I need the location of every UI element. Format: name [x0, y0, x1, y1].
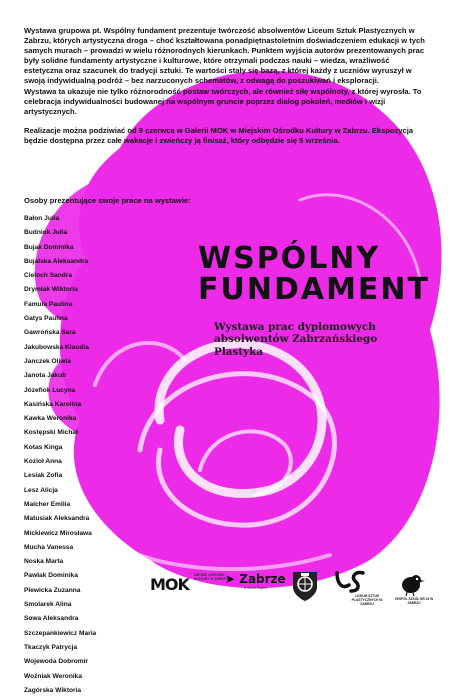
- artist-name: Jakubowska Klaudia: [24, 343, 89, 351]
- title-line-1: WSPÓLNY: [198, 241, 381, 276]
- intro-paragraph-1: Wystawa grupowa pt. Wspólny fundament prezentuje twórczość absolwentów Liceum Sztuk Plastycznych w Zabrzu, których artystyczna droga – choć kształtowana ponadpiętnastoletnim doświadczeniem edukacji w tych samych murach – prowadzi w wielu różnorodnych kierunkach. Punktem wyjścia autorów prezentowanych prac były solidne fundamenty artystyczne i kulturowe, które otrzymali podczas nauki – wiedza, wrażliwość estetyczna oraz szacunek do tradycji sztuki. Te wartości stały się bazą, z której każdy z uczniów wyruszył w swoją indywidualną podróż – bez narzuconych schematów, z odwagą do poszukiwań i eksploracji.: [24, 26, 425, 86]
- artist-name: Lesz Alicja: [24, 486, 58, 494]
- zabrze-logo-text: Zabrze: [239, 572, 286, 586]
- partner-logos: [150, 569, 440, 619]
- artist-name: Noska Marta: [24, 558, 64, 566]
- artist-name: Szczepankiewicz Maria: [24, 629, 97, 637]
- artist-name: Gatys Paulina: [24, 315, 68, 323]
- bird-school-caption: ZESPÓŁ SZKÓŁ NR 16 W ZABRZU: [394, 597, 434, 605]
- artist-name: Mickiewicz Mirosława: [24, 529, 92, 537]
- artist-name: Sowa Aleksandra: [24, 615, 79, 623]
- zabrze-logo: [225, 572, 286, 586]
- artist-name: Bujalska Aleksandra: [24, 257, 89, 265]
- artist-name: Malcher Emilia: [24, 500, 71, 508]
- artist-name: Józefiok Lucyna: [24, 386, 76, 394]
- artist-name: Gawrońska Sara: [24, 329, 76, 337]
- exhibition-title: [198, 243, 430, 305]
- mok-logo-caption: MIEJSKI OŚRODEK KULTURY W ZABRZU: [194, 573, 228, 581]
- artist-name: Wojewoda Dobromir: [24, 658, 88, 666]
- intro-paragraph-2: Wystawa ta ukazuje nie tylko różnorodność postaw twórczych, ale również siłę wspólnoty, z której wyrosła. To celebracja indywidualności budowanej na wspólnym gruncie poprzez dialog pokoleń, mediów i wizji artystycznych.: [24, 86, 422, 116]
- intro-paragraph-3: Realizacje można podziwiać od 9 czerwca w Galerii MOK w Miejskim Ośrodku Kultury w Zabrzu. Ekspozycja będzie dostępna przez całe wakacje i zwieńczy ją finisaż, który odbędzie się 5 września.: [24, 125, 414, 145]
- artist-name: Kawka Weronika: [24, 415, 77, 423]
- artist-name: Bujak Dominika: [24, 243, 74, 251]
- mok-logo: MOK: [150, 575, 189, 594]
- artist-name: Kozioł Anna: [24, 458, 62, 466]
- artist-name: Budniok Julia: [24, 229, 68, 237]
- artist-name: Famula Paulina: [24, 300, 73, 308]
- artist-name: Kotas Kinga: [24, 443, 63, 451]
- artist-name: Janota Jakub: [24, 372, 67, 380]
- artist-name: Bałon Julia: [24, 215, 60, 222]
- artists-list-title: Osoby prezentujące swoje prace na wystawie:: [24, 196, 191, 205]
- artist-name: Plewicka Zuzanna: [24, 586, 81, 594]
- artist-name: Janczek Oliwia: [24, 357, 71, 365]
- artist-name: Mucha Vanessa: [24, 543, 74, 551]
- artist-name: Kostępski Michał: [24, 429, 78, 437]
- artists-list: [24, 212, 96, 698]
- artist-name: Smolarek Alina: [24, 601, 72, 609]
- artist-name: Kasińska Karolina: [24, 400, 82, 408]
- artist-name: Matusiak Aleksandra: [24, 515, 90, 523]
- lsp-school-logo-icon: [333, 569, 367, 595]
- artist-name: Pawlak Dominika: [24, 572, 78, 580]
- zabrze-logo-caption: w sercu Śląska: [244, 586, 267, 590]
- artist-name: Tkaczyk Patrycja: [24, 643, 78, 651]
- city-crest-icon: [290, 569, 320, 603]
- intro-text: [24, 26, 428, 146]
- artist-name: Lesiak Zofia: [24, 472, 63, 480]
- artist-name: Drymłak Wiktoria: [24, 286, 78, 294]
- lsp-school-caption: LICEUM SZTUK PLASTYCZNYCH W ZABRZU: [351, 594, 383, 606]
- artist-name: Woźniak Weronika: [24, 672, 83, 680]
- zabrze-arrow-icon: ➤: [225, 572, 236, 586]
- artist-name: Cieloch Sandra: [24, 272, 73, 280]
- exhibition-subtitle: Wystawa prac dyplomowych absolwentów Zabrzańskiego Plastyka: [214, 321, 378, 358]
- bird-school-logo-icon: [399, 571, 425, 597]
- artist-name: Zagórska Wiktoria: [24, 686, 82, 694]
- title-line-2: FUNDAMENT: [198, 272, 430, 307]
